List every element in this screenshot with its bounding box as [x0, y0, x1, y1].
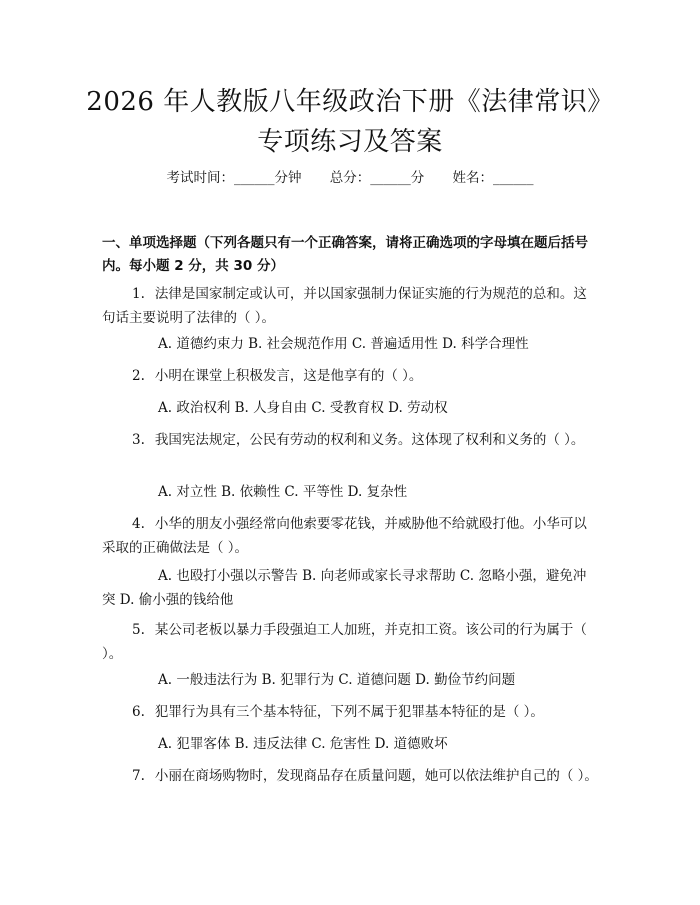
question-1: [102, 282, 598, 330]
question-text: 法律是国家制定或认可，并以国家强制力保证实施的行为规范的总和。这句话主要说明了法律的（ ）。: [102, 286, 587, 326]
question-number: 2.: [132, 368, 145, 384]
exam-score: 总分：______分: [329, 170, 425, 186]
question-7: [102, 764, 598, 788]
question-text: 小华的朋友小强经常向他索要零花钱，并威胁他不给就殴打他。小华可以采取的正确做法是（ ）。: [102, 516, 587, 556]
question-text: 小丽在商场购物时，发现商品存在质量问题，她可以依法维护自己的（ ）。: [154, 768, 598, 784]
question-5-options: A. 一般违法行为 B. 犯罪行为 C. 道德问题 D. 勤俭节约问题: [158, 672, 516, 688]
question-number: 3.: [132, 432, 145, 448]
question-5: [102, 618, 598, 666]
document-title-line1: 2026 年人教版八年级政治下册《法律常识》: [86, 87, 614, 117]
question-2-options: A. 政治权利 B. 人身自由 C. 受教育权 D. 劳动权: [158, 400, 448, 416]
question-number: 7.: [132, 768, 145, 784]
exam-name: 姓名：______: [452, 170, 534, 186]
question-text: 某公司老板以暴力手段强迫工人加班，并克扣工资。该公司的行为属于（ ）。: [102, 622, 587, 662]
exam-time: 考试时间：______分钟: [166, 170, 302, 186]
question-2: [102, 364, 598, 388]
question-3: [102, 428, 598, 452]
question-number: 5.: [132, 622, 145, 638]
question-4-options: A. 也殴打小强以示警告 B. 向老师或家长寻求帮助 C. 忽略小强，避免冲突 D. 偷小强的钱给他: [102, 568, 587, 608]
question-1-options: A. 道德约束力 B. 社会规范作用 C. 普遍适用性 D. 科学合理性: [158, 336, 529, 352]
document-title-line2: 专项练习及答案: [257, 127, 443, 157]
section-heading: 一、单项选择题（下列各题只有一个正确答案，请将正确选项的字母填在题后括号内。每小题 2 分，共 30 分）: [102, 235, 588, 274]
question-number: 4.: [132, 516, 145, 532]
question-number: 1.: [132, 286, 145, 302]
question-text: 小明在课堂上积极发言，这是他享有的（ ）。: [154, 368, 423, 384]
question-4: [102, 512, 598, 560]
question-number: 6.: [132, 704, 145, 720]
question-text: 犯罪行为具有三个基本特征，下列不属于犯罪基本特征的是（ ）。: [154, 704, 544, 720]
exam-meta: [0, 168, 700, 188]
question-6-options: A. 犯罪客体 B. 违反法律 C. 危害性 D. 道德败坏: [158, 736, 448, 752]
question-text: 我国宪法规定，公民有劳动的权利和义务。这体现了权利和义务的（ ）。: [154, 432, 585, 448]
question-6: [102, 700, 598, 724]
question-3-options: A. 对立性 B. 依赖性 C. 平等性 D. 复杂性: [158, 484, 408, 500]
